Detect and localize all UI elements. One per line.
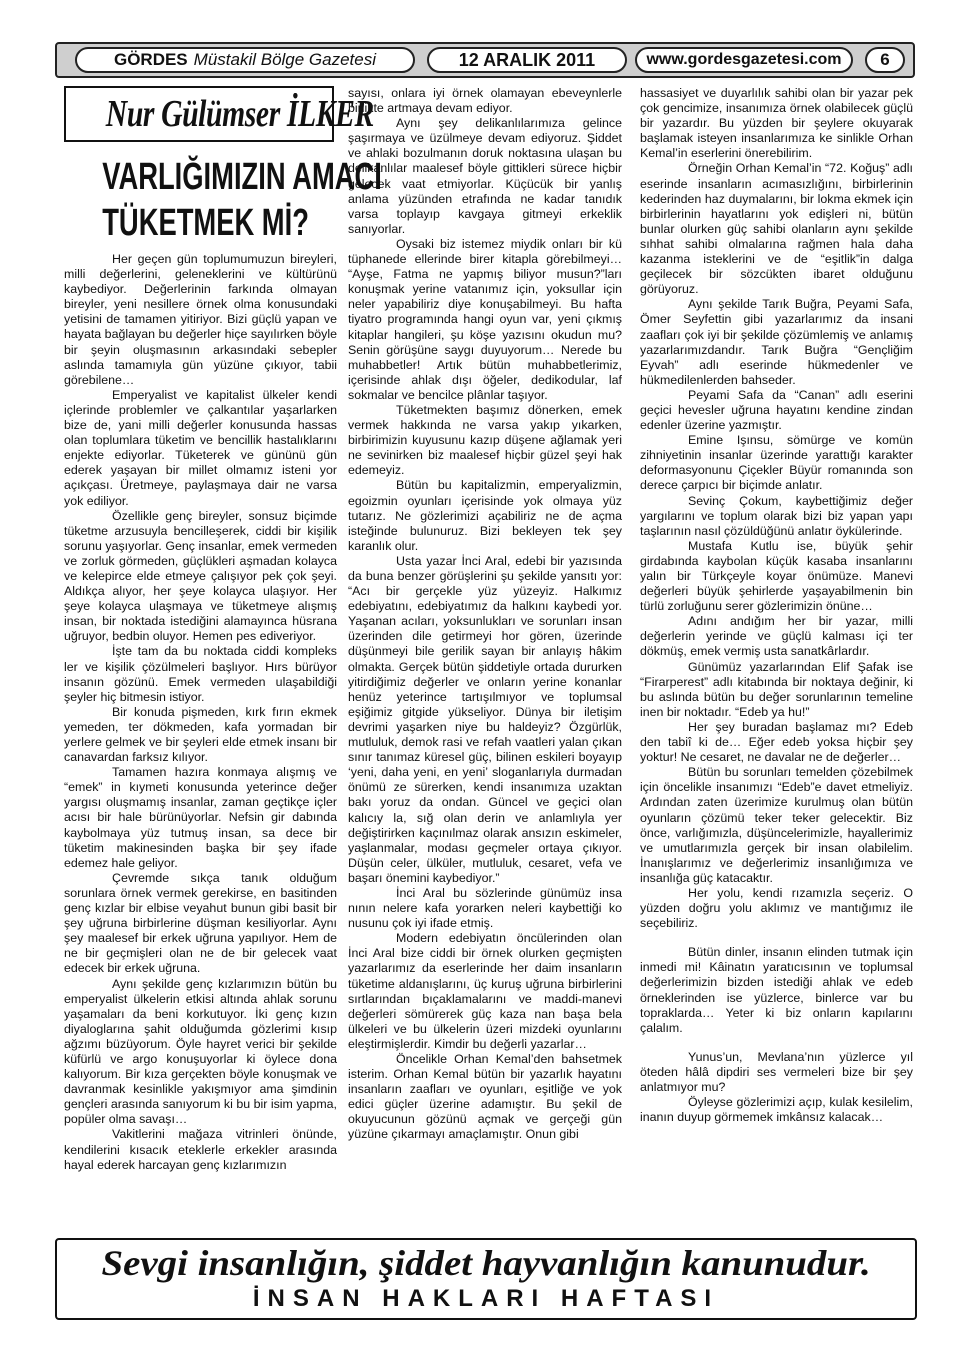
paragraph: Öyleyse gözlerimizi açıp, kulak kesilelim, inanın duyup görmemek imkânsız kalacak…: [640, 1095, 913, 1125]
paragraph: Peyami Safa da “Canan” adlı eserini geçici hevesler uğruna hayatını kendine zindan edenler üzerine yazmıştır.: [640, 387, 913, 433]
author-name: Nur Gülümser İLKER: [105, 93, 374, 135]
paragraph: Bütün bu kapitalizmin, emperyalizmin, egoizmin oyunları içerisinde yok olmaya yüz tutarız. Ne gözlerimizi açabiliriz ne de açma isteğinde bulunuruz. Bizi bekleyen tek şey karanlık olur.: [348, 478, 622, 553]
author-box: [64, 86, 374, 142]
slogan-text: Sevgi insanlığın, şiddet hayvanlığın kanunudur.: [101, 1243, 871, 1283]
article-column-1: [64, 86, 382, 1173]
paragraph: Yunus’un, Mevlana’nın yüzlerce yıl öteden hâlâ dipdiri ses vermeleri bize bir şey anlatmıyor mu?: [640, 1049, 913, 1094]
paragraph: Bütün dinler, insanın elinden tutmak için inmedi mi! Kâinatın yaratıcısının ve toplumsal değerlerimizin bizden istediği ahlak ve edeb örneklerinden ise yüzlerce, binlerce var bu topraklarda… Yeter ki biz onların kapılarını çalalım.: [640, 945, 913, 1035]
newspaper-header: [55, 42, 915, 78]
paragraph: Bir konuda pişmeden, kırk fırın ekmek yemeden, ter dökmeden, kafa yormadan bir yerlere gelmek ve bir şeyleri elde etmek insanı bir canavardan farksız kılıyor.: [64, 704, 337, 765]
paragraph: Tüketmekten başımız dönerken, emek vermek hakkında ne varsa yakıp yıkarken, birbirimizin kuyusunu kazıp düşene ağlamak yeri ne sevinirken biz maalesef hiçbir güzel şeyi hak edemeyiz.: [348, 402, 622, 478]
paragraph: Aynı şekilde genç kızlarımızın bütün bu emperyalist ülkelerin etkisi altında ahlak sorunu yaşamaları da beni korkutuyor. İki genç kızın diyaloglarına şahit olduğumda gözlerimi kısıp ağzımı büzüyorum. Öyle hayret verici bir şekilde küfürlü ve argo konuşuyorlar ki öylece dona kalıyorum. Bir kıza gerçekten böyle konuşmak ve davranmak kesinlikle yakışmıyor ama şimdinin gençleri arasında sanıyorum ki bu bir isim yapma, popüler olma savaşı…: [64, 976, 337, 1127]
paragraph: sayısı, onlara iyi örnek olamayan ebeveynlerle birlikte artmaya devam ediyor.: [348, 86, 622, 116]
newspaper-name: [75, 47, 415, 73]
paragraph: Her yolu, kendi rızamızla seçeriz. O yüzden doğru yolu aklımız ve mantığımız ile seçebiliriz.: [640, 885, 913, 931]
article-column-2: [348, 86, 622, 1143]
paragraph: Aynı şey delikanlılarımıza gelince şaşırmaya ve üzülmeye devam ediyoruz. Şiddet ve ahlaki bozulmanın doruk noktasına ulaşan bu delikanlılar maalesef böyle gittikleri sürece hiçbir gelecek vaat etmiyorlar. Küçücük bir yanlış anlama yüzünden etrafında ne kadar tanıdık varsa toplayıp kavgaya gitmeyi erkeklik sanıyorlar.: [348, 116, 622, 236]
paragraph: Tamamen hazıra konmaya alışmış ve “emek” in kıymeti konusunda yeterince değer yargısı oluşmamış insanlar, zaman geçtikçe içler acısı bir hale bürünüyorlar. Nefsin gir dabında kaybolmaya yüz tutmuş insan, sa dece bir tüketim makinesinden başka bir şey ifade edemez hale geliyor.: [64, 765, 337, 870]
newspaper-title: GÖRDES: [113, 50, 188, 69]
issue-date: 12 ARALIK 2011: [427, 47, 627, 73]
headline-line-1: VARLIĞIMIZIN AMACI: [102, 156, 382, 198]
paragraph: Öncelikle Orhan Kemal’den bahsetmek isterim. Orhan Kemal bütün bir yazarlık hayatını insanların zaafları ve oyunları, eşitliğe ve yok edici güçler üzerine adamıştır. Bu şekil de okuyucunun gözünü açmak ve gerçeği gün yüzüne çıkarmayı amaçlamıştır. Onun gibi: [348, 1052, 622, 1142]
paragraph: Her geçen gün toplumumuzun bireyleri, milli değerlerini, geleneklerini ve kültürünü kaybediyor. Değerlerinin farkında olmayan bireyler, yeni nesillere örnek olma konusundaki yetisini de tamamen yitiriyor. Bizi güçlü yapan ve hayata bağlayan bu değerler hiçe sayılırken böyle bir şeyin oluşmasının arkasındaki sebepler aslında tamamıyla gün yüzüne çıkıyor, tabii görebilene…: [64, 252, 337, 387]
footer-slogan: [57, 1242, 915, 1284]
newspaper-subtitle: Müstakil Bölge Gazetesi: [193, 50, 377, 69]
article-column-3: [640, 86, 913, 1125]
paragraph: Vakitlerini mağaza vitrinleri önünde, kendilerini kısacık eteklerle erkekler arasında hayal ederek harcayan genç kızlarımızın: [64, 1127, 337, 1172]
paragraph: Oysaki biz istemez miydik onları bir kü tüphanede ellerinde birer kitapla görebilmeyi… “Ayşe, Fatma ne yapmış biliyor musun?”ları konuşmak yerine vatanımız için, yoksullar için neler yapabiliriz diye konuşabilmeyi. Bu hafta tiyatro programında hangi oyun var, yeni çıkmış kitaplar hangileri, şu köşe yazısını okudun mu? Senin görüşüne saygı duyuyorum… Nerede bu muhabbetler! Artık bütün muhabbetlerimiz, içerisinde ahlak dışı öğeler, dedikodular, laf sokmalar ve bencilce plânlar taşıyor.: [348, 236, 622, 402]
paragraph: Özellikle genç bireyler, sonsuz biçimde tüketme arzusuyla bencilleşerek, ciddi bir kişilik sorunu yaşıyorlar. Genç insanlar, emek vermeden ve zorluk görmeden, güçlükleri aşmadan kolayca ve kelepirce elde etmeye çalışıyor pek çok şeyi. Aldıkça alıyor, her şeye kolayca ulaşıyor. Her şeye kolayca ulaşmaya ve tüketmeye alışmış insan, bir noktada istediğini alamayınca hüsrana uğruyor, bedbin oluyor. Hemen pes ediveriyor.: [64, 508, 337, 644]
footer-banner: [55, 1238, 917, 1320]
paragraph: İşte tam da bu noktada ciddi kompleks ler ve kişilik çözülmeleri başlıyor. Hırs bürüyor insanın gözünü. Emek vermeden ulaşabildiği şeyler hiç bitmesin istiyor.: [64, 644, 337, 704]
paragraph: Günümüz yazarlarından Elif Şafak ise “Firarperest” adlı kitabında bir noktaya değinir, ki bu aslında bütün bu değer sorunlarının temeline inen bir noktadır. “Edeb ya hu!”: [640, 659, 913, 719]
paragraph: Adını andığım her bir yazar, milli değerlerin yerinde ve güçlü kalması içi ter dökmüş, emek vermiş usta sanatkârlardır.: [640, 614, 913, 659]
website-link[interactable]: www.gordesgazetesi.com: [635, 47, 853, 73]
paragraph: Mustafa Kutlu ise, büyük şehir girdabında kaybolan küçük kasaba insanlarını yalın bir Türkçeyle koyar önümüze. Manevi değerleri büyük şehirlerde yaşayabilmenin bin türlü zorluğunu serer gözlerimizin önüne…: [640, 538, 913, 614]
paragraph: Emine Işınsu, sömürge ve komün zihniyetinin insanlar üzerinde yarattığı karakter deformasyonunu Çiçekler Büyür romanında son derece çarpıcı bir biçimde anlatır.: [640, 433, 913, 493]
human-rights-week-title: İNSAN HAKLARI HAFTASI: [252, 1285, 720, 1312]
paragraph: Emperyalist ve kapitalist ülkeler kendi içlerinde problemler ve çalkantılar yaşarlarken bize de, yani milli değerler konusunda hassas olan toplumlara tüketim ve bencillik hastalıklarını enjekte ediyorlar. Tüketerek ve gününü gün ederek yaşayan bir millet olmamız isteni yor açıkçası. Üretmeye, paylaşmaya dair ne varsa yok ediliyor.: [64, 387, 337, 508]
paragraph: Modern edebiyatın öncülerinden olan İnci Aral bize ciddi bir örnek olurken geçmişten yazarlarımız da eserlerinde her daim insanların tüketime aldanışlarını, üç kuruş uğruna birbirlerini sırtlarından bıçaklamalarını ve maddi-manevi değerleri sömürerek güç kaza nan başa bela ülkeleri ve bu ülkelerin üzeri mizdeki oyunlarını eleştirmişlerdir. Kimdir bu değerli yazarlar…: [348, 931, 622, 1051]
paragraph: Bütün bu sorunları temelden çözebilmek için öncelikle insanımızı “Edeb”e davet etmeliyiz. Ardından zaten üzerimize kurulmuş olan bütün oyunların çözümü teker teker gelecektir. Biz önce, varlığımızla, düşüncelerimizle, hayallerimiz ve umutlarımızla gerçek bir insan olabilelim. İnanışlarımız ve değerlerimiz insanlığımıza ve insanlığa güç katacaktır.: [640, 765, 913, 885]
paragraph: Her şey buradan başlamaz mı? Edeb den tabiî ki de… Eğer edeb yoksa hiçbir şey yoktur! Ne cesaret, ne davalar ne de değerler…: [640, 719, 913, 765]
headline-line-2: TÜKETMEK Mİ?: [102, 202, 309, 244]
paragraph: Örneğin Orhan Kemal’in “72. Koğuş” adlı eserinde insanların acımasızlığını, birbirlerinin kederinden haz duymalarını, bir lokma ekmek için birbirlerinin hayatlarını yok edişleri ni, bütün bunlar olurken güç sahibi olanların aynı şekilde sıhhat sahibi olmalarına rağmen hala daha kazanma isteklerini ve de “eşitlik”in dalga geçilecek bir sözcükten ibaret olduğunu görüyoruz.: [640, 161, 913, 297]
paragraph: Usta yazar İnci Aral, edebi bir yazısında da buna benzer görüşlerini şu şekilde yansıtı yor: “Acı bir gerçekle yüz yüzeyiz. Halkımız edebiyatını, edebiyatımız da halkını kaybedi yor. Yaşanan acıları, yoksunlukları ve sorunları insan üzerinden dile getirmeyi hor gören, üzerinde düşünmeyi bile gerilik sayan bir anlayış hâkim olmakta. Gerçek bütün şiddetiyle ortada dururken yitirdiğimiz değerler ve onların yerine konanlar henüz yeterince tartışılmıyor ve toplumsal eşiğimiz gitgide yükseliyor. Dünya bir iletişim devrimi yaşarken niye bu haldeyiz? Özgürlük, mutluluk, demok rasi ve refah vaatleri yalan çıkan sınır tanımaz küresel güç, bilinen eskileri boyayıp ‘yeni, daha yeni, en yeni’ sloganlarıyla durmadan önümü ze sürerken, kendi insanımıza uzaktan bakı yoruz da ondan. Güncel ve geçici olan kalıcıy la, sığ olan derin ve anlamlıyla yer değiştirirken kaçınılmaz olarak ansızın eskimeler, yaşlanmalar, modası geçmeler ortaya çıkıyor. Düşün celer, ülküler, mutluluk, cesaret, vefa ve başarı önemini kaybediyor.”: [348, 553, 622, 885]
page-number: 6: [865, 47, 905, 73]
paragraph: Çevremde sıkça tanık olduğum sorunlara örnek vermek gerekirse, en basitinden genç kızlar bir elbise veyahut bunun gibi basit bir şey uğruna birbirlerine düşman kesiliyorlar. Aynı şey maalesef bir erkek uğruna yapılıyor. Hem de ne bir geçmişleri olan ne de bir gelecek vaat edecek bir erkek uğruna.: [64, 870, 337, 976]
paragraph: hassasiyet ve duyarlılık sahibi olan bir yazar pek çok gencimize, insanımıza örnek olabilecek güçlü bir yazardır. Bu yüzden bir şeylere okuyarak başlamak isteyen insanlarımıza ke sinlikle Orhan Kemal’in eserlerini önerebilirim.: [640, 86, 913, 161]
paragraph: İnci Aral bu sözlerinde günümüz insa nının nelere kafa yorarken neleri kaybettiği ko nusunu çok iyi ifade etmiş.: [348, 885, 622, 931]
article-headline: [64, 154, 382, 246]
paragraph: Aynı şekilde Tarık Buğra, Peyami Safa, Ömer Seyfettin gibi yazarlarımız da insani zaafları çok iyi bir şekilde çözümlemiş ve anlamış yazarlarımızdandır. Tarık Buğra “Gençliğim Eyvah” adlı eserinde hükmedenler ve hükmedilenlerden bahseder.: [640, 297, 913, 387]
paragraph: Sevinç Çokum, kaybettiğimiz değer yargılarını ve toplum olarak bizi biz yapan yapı taşlarının nasıl çözüldüğünü anlatır öykülerinde.: [640, 493, 913, 538]
